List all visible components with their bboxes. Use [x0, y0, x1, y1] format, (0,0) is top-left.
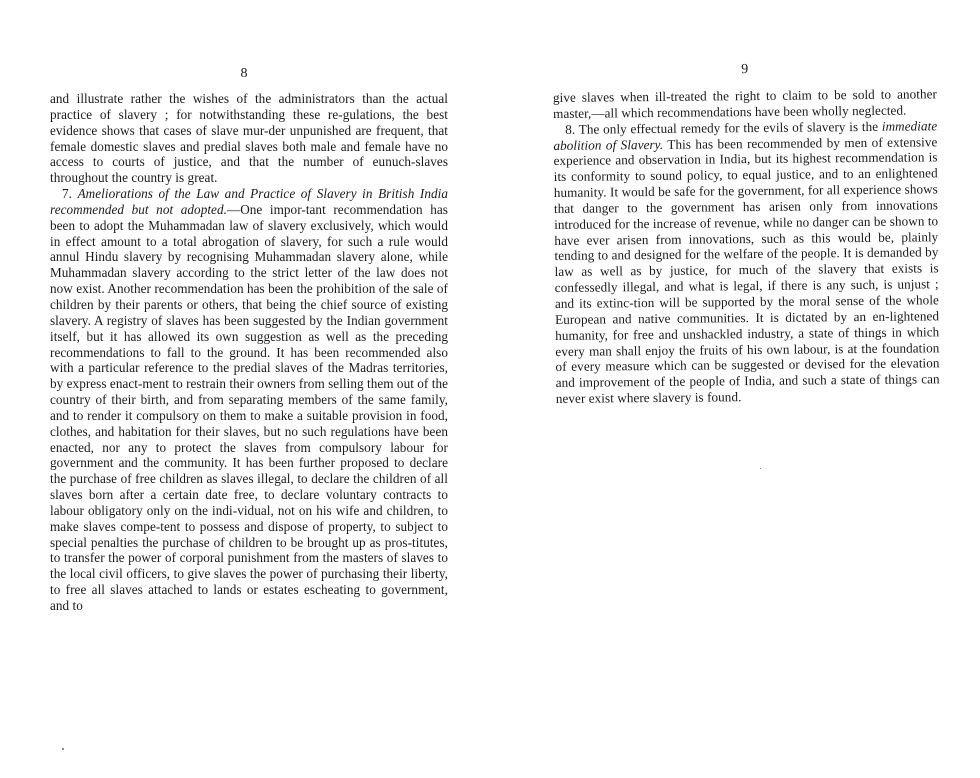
paragraph-7 [50, 186, 448, 614]
paper-speck [760, 468, 761, 469]
paragraph [553, 86, 937, 121]
section-heading: Ameliorations of the Law and Practice of Slavery in British India recommended but not adopted. [50, 186, 448, 217]
paragraph [50, 91, 448, 186]
paragraph-text: give slaves when ill-treated the right to claim to be sold to another master,—all which recommendations have been wholly neglected. [552, 86, 937, 121]
left-page [40, 0, 448, 778]
paper-speck [62, 748, 64, 750]
paragraph-8 [553, 118, 940, 407]
paragraph-text: and illustrate rather the wishes of the administrators than the actual practice of slavery ; for notwithstanding these re-gulations, the best evidence shows that cases of slave mur-der unpunished are frequent, that female domestic slaves and predial slaves both male and female have no access to courts of justice, and that the number of eunuch-slaves throughout the country is great. [50, 91, 448, 186]
paragraph-text: This has been recommended by men of extensive experience and observation in India, but its highest recommendation is its conformity to sound policy, to equal justice, and to an enlightened humanity. It would be safe for the government, for all experience shows that danger to the government has arisen only from innovations introduced for the increase of revenue, while no danger can be shown to have ever arisen from innovations, such as this would be, plainly tending to and designed for the welfare of the people. It is demanded by law as well as by justice, for much of the slavery that exists is confessedly illegal, and what is legal, if there is any such, is unjust ; and its extinc-tion will be supported by the moral sense of the whole European and native communities. It is dictated by an en-lightened humanity, for free and unshackled industry, a state of things in which every man shall enjoy the fruits of his own labour, is at the foundation of every measure which can be suggested or devised for the elevation and improvement of the people of India, and such a state of things can never exist where slavery is found. [553, 133, 940, 406]
paragraph-lead: The only effectual remedy for the evils of slavery is the [578, 118, 879, 137]
right-page [548, 0, 947, 778]
section-number: 8. [565, 121, 576, 137]
page-number: 9 [741, 62, 749, 78]
page-body [50, 91, 448, 614]
page-number: 8 [240, 66, 248, 81]
emphasis-text: immediate abolition of Slavery. [553, 117, 938, 153]
section-number: 7. [62, 186, 72, 202]
page-body [553, 86, 940, 407]
paragraph-text: —One impor-tant recommendation has been to adopt the Muhammadan law of slavery exclusively, which would in effect amount to a total abrogation of slavery, for such a rule would annul Hindu slavery by recognising Muhammadan slavery alone, while Muhammadan slavery according to the strict letter of the law does not now exist. Another recommendation has been the prohibition of the sale of children by their parents or others, that being the chief source of existing slavery. A registry of slaves has been suggested by the Indian government itself, but it has allowed its own suggestion as well as the preceding recommendations to fall to the ground. It has been recommended also with a particular reference to the predial slaves of the Madras territories, by express enact-ment to restrain their owners from selling them out of the country of their birth, and from separating members of the same family, and to render it compulsory on them to make a suitable provision in food, clothes, and habitation for their slaves, but no such regulations have been enacted, nor any to protect the slaves from compulsory labour for government and the community. It has been further proposed to declare the purchase of free children as slaves illegal, to declare the children of all slaves born after a certain date free, to declare voluntary contracts to labour obligatory only on the indi-vidual, not on his wife and children, to make slaves compe-tent to possess and dispose of property, to subject to special penalties the purchase of children to be brought up as pros-titutes, to transfer the power of corporal punishment from the masters of slaves to the local civil officers, to give slaves the power of purchasing their liberty, to free all slaves attached to lands or estates escheating to government, and to [50, 201, 448, 613]
